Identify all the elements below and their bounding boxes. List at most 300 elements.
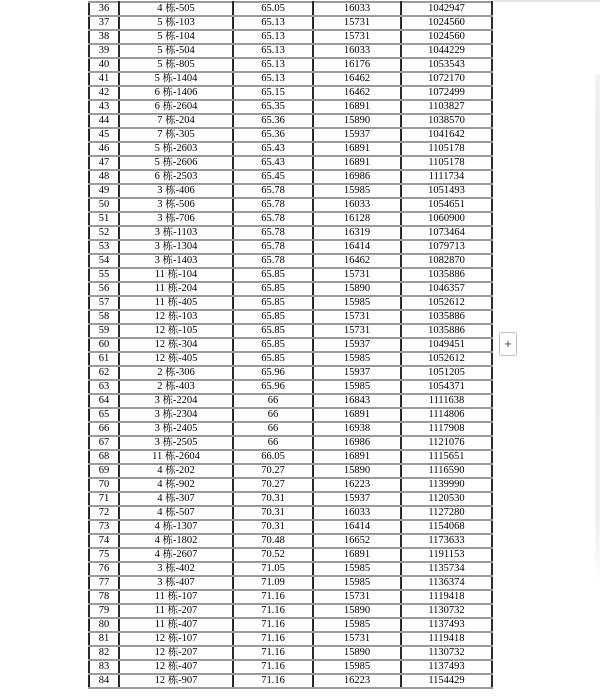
row-number-cell: 81 <box>89 632 119 646</box>
table-row <box>89 226 492 240</box>
row-number-cell: 56 <box>89 282 119 296</box>
area-cell: 65.45 <box>233 170 313 184</box>
unit-price-cell: 16986 <box>313 436 401 450</box>
unit-cell: 6 栋-2604 <box>119 100 233 114</box>
unit-price-cell: 16652 <box>313 534 401 548</box>
total-price-cell: 1051205 <box>401 366 492 380</box>
table-row <box>89 254 492 268</box>
table-row <box>89 646 492 660</box>
row-number-cell: 68 <box>89 450 119 464</box>
area-cell: 65.13 <box>233 58 313 72</box>
total-price-cell: 1079713 <box>401 240 492 254</box>
unit-price-cell: 15731 <box>313 632 401 646</box>
total-price-cell: 1035886 <box>401 268 492 282</box>
unit-cell: 12 栋-107 <box>119 632 233 646</box>
add-button[interactable]: + <box>499 332 517 356</box>
unit-cell: 6 栋-1406 <box>119 86 233 100</box>
unit-cell: 5 栋-103 <box>119 16 233 30</box>
unit-price-cell: 16891 <box>313 100 401 114</box>
total-price-cell: 1042947 <box>401 2 492 16</box>
total-price-cell: 1041642 <box>401 128 492 142</box>
unit-price-cell: 15985 <box>313 660 401 674</box>
total-price-cell: 1130732 <box>401 604 492 618</box>
table-row <box>89 352 492 366</box>
row-number-cell: 60 <box>89 338 119 352</box>
area-cell: 65.78 <box>233 240 313 254</box>
total-price-cell: 1105178 <box>401 142 492 156</box>
table-row <box>89 58 492 72</box>
row-number-cell: 42 <box>89 86 119 100</box>
total-price-cell: 1135734 <box>401 562 492 576</box>
unit-price-cell: 15731 <box>313 268 401 282</box>
unit-price-cell: 16033 <box>313 506 401 520</box>
row-number-cell: 44 <box>89 114 119 128</box>
area-cell: 65.85 <box>233 296 313 310</box>
unit-cell: 3 栋-506 <box>119 198 233 212</box>
total-price-cell: 1072499 <box>401 86 492 100</box>
unit-price-cell: 16033 <box>313 198 401 212</box>
total-price-cell: 1054371 <box>401 380 492 394</box>
area-cell: 65.78 <box>233 212 313 226</box>
unit-cell: 3 栋-406 <box>119 184 233 198</box>
unit-price-cell: 16891 <box>313 142 401 156</box>
total-price-cell: 1111734 <box>401 170 492 184</box>
table-row <box>89 604 492 618</box>
total-price-cell: 1173633 <box>401 534 492 548</box>
table-row <box>89 366 492 380</box>
table-row <box>89 618 492 632</box>
area-cell: 70.31 <box>233 520 313 534</box>
unit-price-cell: 16891 <box>313 548 401 562</box>
unit-price-cell: 16938 <box>313 422 401 436</box>
unit-cell: 3 栋-2405 <box>119 422 233 436</box>
total-price-cell: 1046357 <box>401 282 492 296</box>
row-number-cell: 55 <box>89 268 119 282</box>
area-cell: 70.48 <box>233 534 313 548</box>
row-number-cell: 36 <box>89 2 119 16</box>
total-price-cell: 1117908 <box>401 422 492 436</box>
area-cell: 65.85 <box>233 310 313 324</box>
area-cell: 65.78 <box>233 184 313 198</box>
table-row <box>89 674 492 688</box>
unit-price-cell: 15985 <box>313 352 401 366</box>
area-cell: 65.78 <box>233 226 313 240</box>
row-number-cell: 70 <box>89 478 119 492</box>
total-price-cell: 1052612 <box>401 352 492 366</box>
area-cell: 65.43 <box>233 142 313 156</box>
total-price-cell: 1024560 <box>401 30 492 44</box>
table-row <box>89 590 492 604</box>
row-number-cell: 58 <box>89 310 119 324</box>
unit-price-cell: 15985 <box>313 380 401 394</box>
table-container <box>88 1 493 689</box>
unit-price-cell: 16033 <box>313 44 401 58</box>
row-number-cell: 84 <box>89 674 119 688</box>
table-row <box>89 44 492 58</box>
unit-price-cell: 15731 <box>313 30 401 44</box>
unit-cell: 5 栋-2606 <box>119 156 233 170</box>
area-cell: 65.15 <box>233 86 313 100</box>
total-price-cell: 1038570 <box>401 114 492 128</box>
table-row <box>89 198 492 212</box>
row-number-cell: 80 <box>89 618 119 632</box>
row-number-cell: 39 <box>89 44 119 58</box>
area-cell: 71.09 <box>233 576 313 590</box>
row-number-cell: 73 <box>89 520 119 534</box>
area-cell: 71.16 <box>233 674 313 688</box>
unit-cell: 12 栋-907 <box>119 674 233 688</box>
table-row <box>89 142 492 156</box>
row-number-cell: 71 <box>89 492 119 506</box>
unit-price-cell: 16843 <box>313 394 401 408</box>
unit-price-cell: 16319 <box>313 226 401 240</box>
area-cell: 70.27 <box>233 464 313 478</box>
unit-cell: 11 栋-104 <box>119 268 233 282</box>
row-number-cell: 75 <box>89 548 119 562</box>
table-row <box>89 240 492 254</box>
unit-price-cell: 15731 <box>313 16 401 30</box>
row-number-cell: 37 <box>89 16 119 30</box>
table-row <box>89 156 492 170</box>
total-price-cell: 1121076 <box>401 436 492 450</box>
row-number-cell: 41 <box>89 72 119 86</box>
row-number-cell: 72 <box>89 506 119 520</box>
unit-price-cell: 16986 <box>313 170 401 184</box>
area-cell: 70.27 <box>233 478 313 492</box>
area-cell: 66 <box>233 408 313 422</box>
unit-cell: 12 栋-407 <box>119 660 233 674</box>
table-row <box>89 422 492 436</box>
area-cell: 71.16 <box>233 590 313 604</box>
unit-cell: 3 栋-706 <box>119 212 233 226</box>
row-number-cell: 40 <box>89 58 119 72</box>
table-row <box>89 282 492 296</box>
unit-price-cell: 15937 <box>313 366 401 380</box>
row-number-cell: 48 <box>89 170 119 184</box>
total-price-cell: 1072170 <box>401 72 492 86</box>
table-row <box>89 296 492 310</box>
total-price-cell: 1111638 <box>401 394 492 408</box>
total-price-cell: 1139990 <box>401 478 492 492</box>
area-cell: 70.52 <box>233 548 313 562</box>
unit-cell: 11 栋-107 <box>119 590 233 604</box>
top-edge-line <box>494 0 600 2</box>
total-price-cell: 1060900 <box>401 212 492 226</box>
table-row <box>89 212 492 226</box>
unit-cell: 3 栋-2505 <box>119 436 233 450</box>
unit-cell: 5 栋-504 <box>119 44 233 58</box>
area-cell: 71.05 <box>233 562 313 576</box>
area-cell: 71.16 <box>233 660 313 674</box>
table-row <box>89 506 492 520</box>
unit-cell: 4 栋-507 <box>119 506 233 520</box>
unit-cell: 7 栋-204 <box>119 114 233 128</box>
unit-price-cell: 15890 <box>313 604 401 618</box>
unit-cell: 2 栋-306 <box>119 366 233 380</box>
unit-cell: 4 栋-902 <box>119 478 233 492</box>
total-price-cell: 1035886 <box>401 310 492 324</box>
table-row <box>89 464 492 478</box>
table-row <box>89 576 492 590</box>
table-row <box>89 408 492 422</box>
total-price-cell: 1082870 <box>401 254 492 268</box>
total-price-cell: 1154068 <box>401 520 492 534</box>
unit-cell: 12 栋-405 <box>119 352 233 366</box>
area-cell: 65.43 <box>233 156 313 170</box>
table-row <box>89 450 492 464</box>
unit-price-cell: 16462 <box>313 254 401 268</box>
unit-cell: 5 栋-2603 <box>119 142 233 156</box>
unit-price-cell: 15890 <box>313 114 401 128</box>
unit-price-cell: 16223 <box>313 674 401 688</box>
table-row <box>89 660 492 674</box>
unit-cell: 4 栋-1802 <box>119 534 233 548</box>
unit-cell: 3 栋-2204 <box>119 394 233 408</box>
row-number-cell: 49 <box>89 184 119 198</box>
total-price-cell: 1115651 <box>401 450 492 464</box>
table-row <box>89 114 492 128</box>
unit-price-cell: 15731 <box>313 310 401 324</box>
table-row <box>89 170 492 184</box>
table-row <box>89 72 492 86</box>
row-number-cell: 46 <box>89 142 119 156</box>
table-row <box>89 520 492 534</box>
row-number-cell: 79 <box>89 604 119 618</box>
unit-cell: 4 栋-1307 <box>119 520 233 534</box>
unit-cell: 2 栋-403 <box>119 380 233 394</box>
total-price-cell: 1054651 <box>401 198 492 212</box>
table-row <box>89 30 492 44</box>
unit-price-cell: 15937 <box>313 492 401 506</box>
area-cell: 66 <box>233 436 313 450</box>
row-number-cell: 74 <box>89 534 119 548</box>
unit-price-cell: 15890 <box>313 282 401 296</box>
total-price-cell: 1120530 <box>401 492 492 506</box>
unit-price-cell: 16223 <box>313 478 401 492</box>
unit-cell: 4 栋-307 <box>119 492 233 506</box>
table-row <box>89 548 492 562</box>
unit-cell: 3 栋-407 <box>119 576 233 590</box>
total-price-cell: 1119418 <box>401 590 492 604</box>
unit-price-cell: 15985 <box>313 618 401 632</box>
total-price-cell: 1103827 <box>401 100 492 114</box>
unit-price-cell: 15890 <box>313 646 401 660</box>
table-row <box>89 2 492 16</box>
area-cell: 70.31 <box>233 506 313 520</box>
area-cell: 65.78 <box>233 254 313 268</box>
total-price-cell: 1051493 <box>401 184 492 198</box>
unit-price-cell: 15937 <box>313 128 401 142</box>
unit-price-cell: 16462 <box>313 72 401 86</box>
area-cell: 65.96 <box>233 366 313 380</box>
total-price-cell: 1024560 <box>401 16 492 30</box>
table-row <box>89 86 492 100</box>
table-row <box>89 338 492 352</box>
row-number-cell: 51 <box>89 212 119 226</box>
total-price-cell: 1053543 <box>401 58 492 72</box>
row-number-cell: 82 <box>89 646 119 660</box>
row-number-cell: 59 <box>89 324 119 338</box>
row-number-cell: 76 <box>89 562 119 576</box>
table-row <box>89 324 492 338</box>
unit-price-cell: 15731 <box>313 590 401 604</box>
total-price-cell: 1114806 <box>401 408 492 422</box>
total-price-cell: 1137493 <box>401 660 492 674</box>
area-cell: 66 <box>233 422 313 436</box>
unit-price-cell: 16128 <box>313 212 401 226</box>
unit-cell: 11 栋-204 <box>119 282 233 296</box>
total-price-cell: 1049451 <box>401 338 492 352</box>
row-number-cell: 66 <box>89 422 119 436</box>
total-price-cell: 1035886 <box>401 324 492 338</box>
row-number-cell: 52 <box>89 226 119 240</box>
unit-price-cell: 16414 <box>313 240 401 254</box>
unit-price-cell: 16033 <box>313 2 401 16</box>
area-cell: 65.36 <box>233 114 313 128</box>
row-number-cell: 61 <box>89 352 119 366</box>
row-number-cell: 43 <box>89 100 119 114</box>
row-number-cell: 67 <box>89 436 119 450</box>
unit-price-cell: 15985 <box>313 296 401 310</box>
total-price-cell: 1073464 <box>401 226 492 240</box>
table-row <box>89 562 492 576</box>
area-cell: 65.13 <box>233 30 313 44</box>
area-cell: 65.05 <box>233 2 313 16</box>
unit-cell: 12 栋-207 <box>119 646 233 660</box>
unit-cell: 5 栋-805 <box>119 58 233 72</box>
area-cell: 66 <box>233 394 313 408</box>
area-cell: 65.13 <box>233 44 313 58</box>
total-price-cell: 1136374 <box>401 576 492 590</box>
table-row <box>89 16 492 30</box>
unit-cell: 4 栋-202 <box>119 464 233 478</box>
unit-price-cell: 15890 <box>313 464 401 478</box>
area-cell: 65.78 <box>233 198 313 212</box>
row-number-cell: 69 <box>89 464 119 478</box>
unit-price-cell: 16891 <box>313 156 401 170</box>
area-cell: 71.16 <box>233 646 313 660</box>
unit-price-cell: 16891 <box>313 408 401 422</box>
unit-cell: 11 栋-207 <box>119 604 233 618</box>
row-number-cell: 47 <box>89 156 119 170</box>
unit-price-cell: 16462 <box>313 86 401 100</box>
table-row <box>89 184 492 198</box>
table-row <box>89 492 492 506</box>
table-row <box>89 380 492 394</box>
table-body <box>89 2 492 688</box>
unit-cell: 11 栋-2604 <box>119 450 233 464</box>
unit-cell: 12 栋-103 <box>119 310 233 324</box>
unit-price-cell: 16891 <box>313 450 401 464</box>
total-price-cell: 1044229 <box>401 44 492 58</box>
row-number-cell: 50 <box>89 198 119 212</box>
unit-cell: 3 栋-1304 <box>119 240 233 254</box>
row-number-cell: 38 <box>89 30 119 44</box>
area-cell: 65.85 <box>233 324 313 338</box>
unit-cell: 4 栋-505 <box>119 2 233 16</box>
table-row <box>89 310 492 324</box>
unit-cell: 3 栋-402 <box>119 562 233 576</box>
area-cell: 65.85 <box>233 282 313 296</box>
row-number-cell: 63 <box>89 380 119 394</box>
area-cell: 65.85 <box>233 338 313 352</box>
total-price-cell: 1130732 <box>401 646 492 660</box>
total-price-cell: 1052612 <box>401 296 492 310</box>
table-row <box>89 268 492 282</box>
area-cell: 65.13 <box>233 16 313 30</box>
unit-price-cell: 16176 <box>313 58 401 72</box>
area-cell: 71.16 <box>233 632 313 646</box>
area-cell: 66.05 <box>233 450 313 464</box>
total-price-cell: 1137493 <box>401 618 492 632</box>
unit-cell: 3 栋-2304 <box>119 408 233 422</box>
total-price-cell: 1127280 <box>401 506 492 520</box>
row-number-cell: 78 <box>89 590 119 604</box>
unit-cell: 3 栋-1403 <box>119 254 233 268</box>
area-cell: 65.13 <box>233 72 313 86</box>
area-cell: 70.31 <box>233 492 313 506</box>
row-number-cell: 83 <box>89 660 119 674</box>
area-cell: 71.16 <box>233 604 313 618</box>
unit-cell: 5 栋-1404 <box>119 72 233 86</box>
unit-price-cell: 15731 <box>313 324 401 338</box>
row-number-cell: 65 <box>89 408 119 422</box>
row-number-cell: 45 <box>89 128 119 142</box>
unit-cell: 6 栋-2503 <box>119 170 233 184</box>
unit-price-cell: 15985 <box>313 576 401 590</box>
row-number-cell: 64 <box>89 394 119 408</box>
unit-price-table <box>88 1 493 689</box>
unit-cell: 4 栋-2607 <box>119 548 233 562</box>
area-cell: 65.36 <box>233 128 313 142</box>
unit-cell: 11 栋-407 <box>119 618 233 632</box>
total-price-cell: 1105178 <box>401 156 492 170</box>
unit-cell: 12 栋-105 <box>119 324 233 338</box>
unit-price-cell: 15985 <box>313 562 401 576</box>
total-price-cell: 1116590 <box>401 464 492 478</box>
area-cell: 65.85 <box>233 268 313 282</box>
unit-price-cell: 16414 <box>313 520 401 534</box>
row-number-cell: 53 <box>89 240 119 254</box>
row-number-cell: 62 <box>89 366 119 380</box>
unit-price-cell: 15985 <box>313 184 401 198</box>
row-number-cell: 54 <box>89 254 119 268</box>
row-number-cell: 77 <box>89 576 119 590</box>
unit-price-cell: 15937 <box>313 338 401 352</box>
table-row <box>89 632 492 646</box>
table-row <box>89 478 492 492</box>
right-scrollbar-strip[interactable] <box>595 74 600 590</box>
total-price-cell: 1154429 <box>401 674 492 688</box>
table-row <box>89 534 492 548</box>
unit-cell: 12 栋-304 <box>119 338 233 352</box>
table-row <box>89 100 492 114</box>
table-row <box>89 394 492 408</box>
area-cell: 65.85 <box>233 352 313 366</box>
row-number-cell: 57 <box>89 296 119 310</box>
area-cell: 71.16 <box>233 618 313 632</box>
table-row <box>89 436 492 450</box>
unit-cell: 5 栋-104 <box>119 30 233 44</box>
table-row <box>89 128 492 142</box>
unit-cell: 3 栋-1103 <box>119 226 233 240</box>
unit-cell: 7 栋-305 <box>119 128 233 142</box>
unit-cell: 11 栋-405 <box>119 296 233 310</box>
total-price-cell: 1119418 <box>401 632 492 646</box>
area-cell: 65.35 <box>233 100 313 114</box>
total-price-cell: 1191153 <box>401 548 492 562</box>
area-cell: 65.96 <box>233 380 313 394</box>
